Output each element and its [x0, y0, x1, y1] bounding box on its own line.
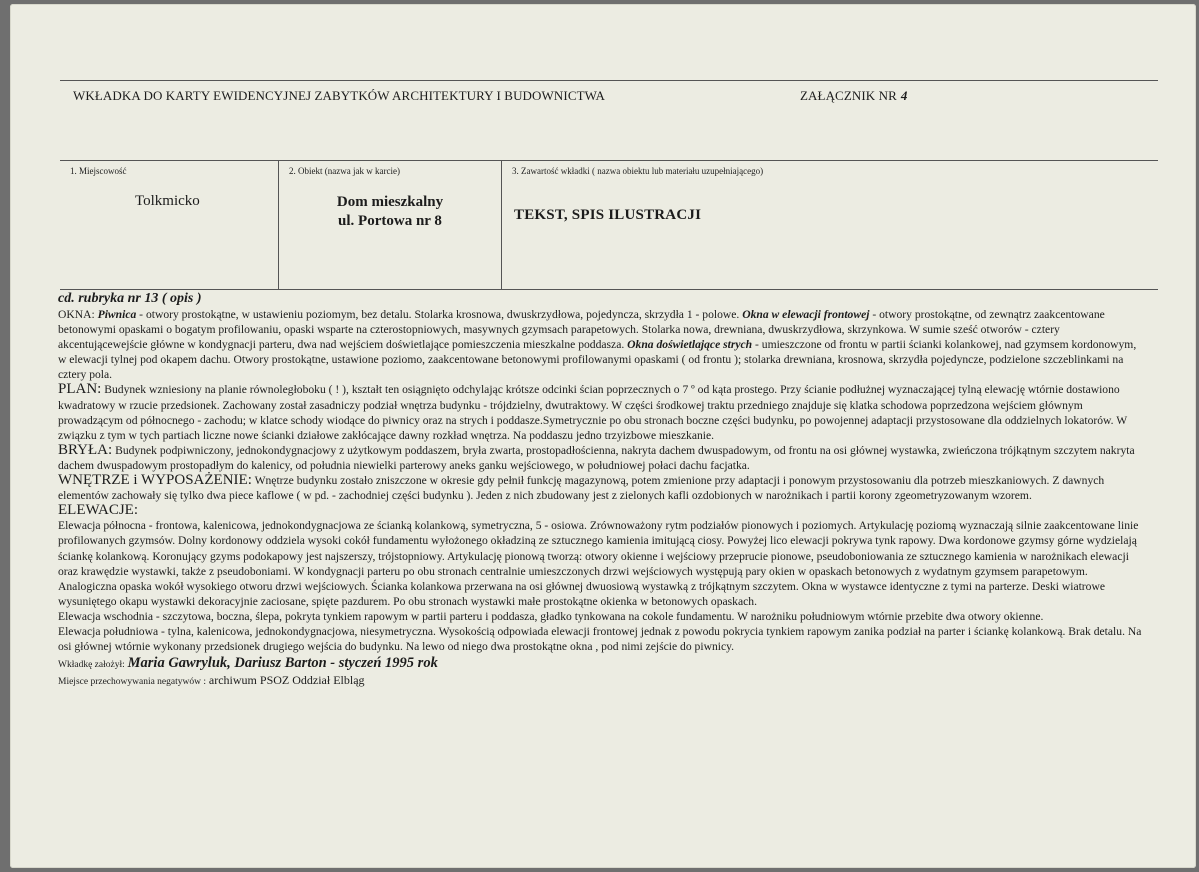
plan-label: PLAN: — [58, 381, 102, 398]
field-locality-label: 1. Miejscowość — [70, 166, 127, 176]
field-object-value: Dom mieszkalny ul. Portowa nr 8 — [336, 194, 444, 229]
plan-paragraph: PLAN: Budynek wzniesiony na planie równoległoboku ( ! ), kształt ten osiągnięto odchylając krótsze odcinki ścian poprzecznych o 7 º od kąta prostego. Przy ścianie podłużnej wyznaczającej tylną elewację wtórnie dostawiono kwadratowy w rzucie przedsionek. Zachowany został zasadniczy podział wnętrza budynku - trójdzielny, dwutraktowy. W części środkowej traktu przedniego znajduje się klatka schodowa poprzedzona wejściem głównym prowadzącym od północnego - zachodu; w klatce schody wiodące do piwnicy oraz na strych i poddasze.Symetrycznie po obu stronach boczne części budynku, po powojennej adaptacji przystosowane dla oddzielnych lokatorów. W związku z tym w tych partiach liczne nowe ścianki działowe zakłócające dawny rozkład wnętrza. Na poddaszu jedno trzyizbowe mieszkanie. — [58, 381, 1127, 442]
field-locality-value: Tolkmicko — [135, 193, 200, 209]
bryla-paragraph: BRYŁA: Budynek podpiwniczony, jednokondygnacjowy z użytkowym poddaszem, bryła zwarta, prostopadłościenna, nakryta dachem dwuspadowym, od frontu na osi głównej wystawka, zwieńczona trójkątnym szczytem nakryta dachem dwuspadowym prostopadłym do kalenicy, od południa niewielki parterowy aneks ganku wejściowego, w południowej połaci dachu facjatka. — [58, 441, 1135, 472]
field-object — [278, 161, 501, 289]
field-locality — [60, 161, 278, 289]
annex-number: 4 — [900, 88, 908, 103]
archive-value: archiwum PSOZ Oddział Elbląg — [208, 673, 365, 688]
author-line — [58, 656, 1144, 673]
author-label: Wkładkę założył: — [58, 660, 125, 671]
wnetrze-paragraph: WNĘTRZE i WYPOSAŻENIE: Wnętrze budynku zostało zniszczone w okresie gdy pełnił funkcję magazynową, potem zmienione przy adaptacji i ponowym przystosowaniu dla potrzeb mieszkaniowych. Z dawnych elementów zachowały się tylko dwa piece kaflowe ( w pd. - zachodniej części budynku ). Jeden z nich zbudowany jest z zielonych kafli ozdobionych w narożnikach i partii korony zgeometryzowanym wzorem. — [58, 472, 1105, 503]
author-value: Maria Gawryluk, Dariusz Barton - styczeń 1995 rok — [127, 655, 438, 672]
okna-paragraph: OKNA: Piwnica - otwory prostokątne, w ustawieniu poziomym, bez detalu. Stolarka krosnowa, dwuskrzydłowa, pojedyncza, skrzydła 1 - polowe. Okna w elewacji frontowej - otwory prostokątne, od zewnątrz zaakcentowane betonowymi opaskami o bogatym profilowaniu, opaski wsparte na czterostopniowych, masywnych gzymsach parapetowych. Stolarka nowa, drewniana, dwuskrzydłowa, skrzynkowa. W sumie sześć otworów - cztery akcentującewejście główne w kondygnacji parteru, dwa nad wejściem doświetlające pomieszczenia mieszkalne poddasza. Okna doświetlające strych - umieszczone od frontu w partii ścianki kolankowej, nad gzymsem kordonowym, w elewacji tylnej pod okapem dachu. Otwory prostokątne, ustawione poziomo, zaakcentowane betonowymi profilowanymi opaskami ( od frontu ); stolarka drewniana, krosnowa, skrzydła pojedyncze, podzielone szczeblinkami na cztery pola. — [58, 308, 1137, 382]
wnetrze-label: WNĘTRZE i WYPOSAŻENIE: — [58, 472, 252, 489]
elewacje-east: Elewacja wschodnia - szczytowa, boczna, ślepa, pokryta tynkiem rapowym w partii parteru i poddasza, gładko tynkowana na cokole fundamentu. W narożniku południowym wtórnie przebite dwa otwory okienne. — [58, 609, 1044, 623]
field-contents — [501, 161, 1159, 289]
field-contents-value: TEKST, SPIS ILUSTRACJI — [514, 207, 702, 223]
annex-label: ZAŁĄCZNIK NR 4 — [800, 88, 908, 103]
bryla-label: BRYŁA: — [58, 441, 113, 458]
document-title: WKŁADKA DO KARTY EWIDENCYJNEJ ZABYTKÓW ARCHITEKTURY I BUDOWNICTWA — [73, 88, 606, 103]
fields-table — [60, 160, 1158, 290]
archive-line — [58, 673, 1144, 690]
okna-label: OKNA: — [58, 308, 95, 321]
section-heading: cd. rubryka nr 13 ( opis ) — [58, 291, 202, 306]
document-card — [10, 4, 1196, 868]
document-header — [60, 80, 1158, 103]
elewacje-label: ELEWACJE: — [58, 502, 138, 519]
field-contents-label: 3. Zawartość wkładki ( nazwa obiektu lub materiału uzupełniającego) — [512, 166, 764, 176]
description-body — [58, 290, 1144, 690]
archive-label: Miejsce przechowywania negatywów : — [58, 677, 206, 688]
field-object-label: 2. Obiekt (nazwa jak w karcie) — [289, 166, 400, 176]
elewacje-north: Elewacja północna - frontowa, kalenicowa, jednokondygnacjowa ze ścianką kolankową, symetryczna, 5 - osiowa. Zrównoważony rytm podziałów pionowych i poziomych. Artykulację poziomą wyznaczają silnie zaakcentowane linie profilowanych gzymsów. Dolny kordonowy oddziela wysoki cokół fundamentu wyłożonego okładziną ze sztucznego kamienia imitującą ciosy. Powyżej lico elewacji pokrywa tynk rapowy. Dwa kordonowe gzymsy górne wydzielają ściankę kolankową. Koronujący gzyms podokapowy jest najszerszy, trójstopniowy. Artykulację pionową tworzą: otwory okienne i wejściowy przeprucie pionowe, pseudoboniowania ze sztucznego kamienia w narożnikach elewacji oraz krawędzie wystawki, także z pseudoboniami. W kondygnacji parteru po obu stronach centralnie umieszczonych drzwi wejściowych występują pary okien w opaskach betonowych z wydatnym gzymsem parapetowym. Analogiczna opaska wokół wysokiego otworu drzwi wejściowych. Ścianka kolankowa przerwana na osi głównej dwuosiową wystawką z trójkątnym szczytem. Okna w wystawce identyczne z tymi na parterze. Deski wiatrowe wysuniętego okapu wystawki dekoracyjnie zaciosane, spięte pazdurem. Po obu stronach wystawki małe prostokątne okienka w betonowych opaskach. — [58, 519, 1139, 608]
elewacje-south: Elewacja południowa - tylna, kalenicowa, jednokondygnacjowa, niesymetryczna. Wysokością odpowiada elewacji frontowej jednak z powodu pokrycia tynkiem rapowym zanika podział na parter i ściankę kolankową. Brak detalu. Na osi głównej wtórnie wykonany przedsionek drugiego wejścia do budynku. Na lewo od niego dwa prostokątne okna , pod nimi zejście do piwnicy. — [58, 624, 1142, 654]
